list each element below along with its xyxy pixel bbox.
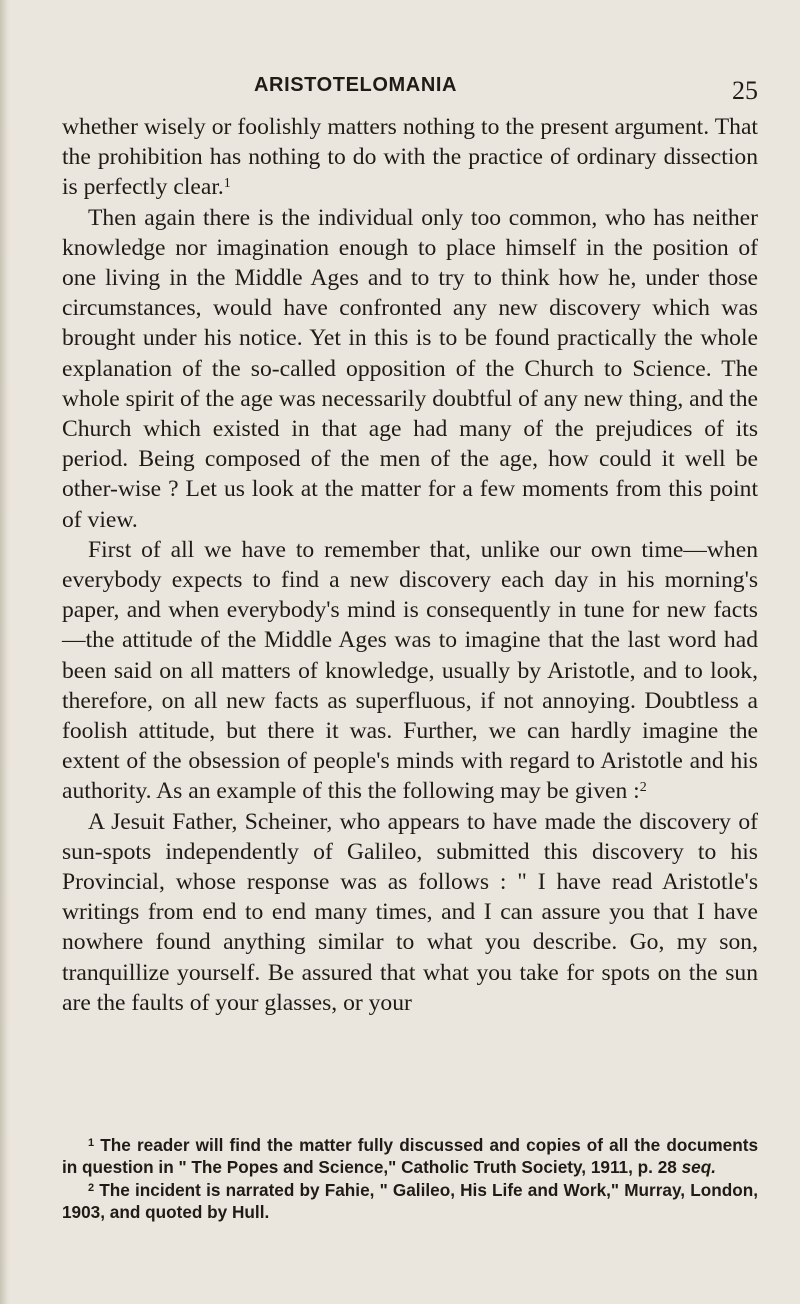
footnote: $^1$ The reader will find the matter fully discussed and copies of all the documents in question in " The Popes and Science," Catholic Truth Society, 1911, p. 28 seq. [62, 1135, 759, 1178]
paragraph: Then again there is the individual only too common, who has neither knowledge nor imagination enough to place himself in the position of one living in the Middle Ages and to try to think how he, under those circumstances, would have confronted any new discovery which was brought under his notice. Yet in this is to be found practically the whole explanation of the so-called opposition of the Church to Science. The whole spirit of the age was necessarily doubtful of any new thing, and the Church which existed in that age had many of the prejudices of its period. Being composed of the men of the age, how could it well be other-wise ? Let us look at the matter for a few moments from this point of view. [62, 204, 758, 533]
footnote-ref: 2 [639, 780, 647, 796]
footnote-mark: 1 [88, 1137, 95, 1149]
body-text [62, 112, 758, 1018]
paragraph: First of all we have to remember that, unlike our own time—when everybody expects to find a new discovery each day in his morning's paper, and when everybody's mind is consequently in tune for new facts—the attitude of the Middle Ages was to imagine that the last word had been said on all matters of knowledge, usually by Aristotle, and to look, therefore, on all new facts as superfluous, if not annoying. Doubtless a foolish attitude, but there it was. Further, we can hardly imagine the extent of the obsession of people's minds with regard to Aristotle and his authority. As an example of this the following may be given :$^2$ [62, 536, 758, 805]
running-title: ARISTOTELOMANIA [254, 74, 458, 96]
paragraph: A Jesuit Father, Scheiner, who appears to have made the discovery of sun-spots independently of Galileo, submitted this discovery to his Provincial, whose response was as follows : " I have read Aristotle's writings from end to end many times, and I can assure you that I have nowhere found anything similar to what you describe. Go, my son, tranquillize yourself. Be assured that what you take for spots on the sun are the faults of your glasses, or your [62, 808, 758, 1016]
page-binding-edge [0, 0, 10, 1304]
footnote-ref: 1 [223, 176, 231, 192]
page-number: 25 [732, 76, 758, 105]
paragraph: whether wisely or foolishly matters nothing to the present argument. That the prohibition has nothing to do with the practice of ordinary dissection is perfectly clear.$^1$ [62, 114, 758, 201]
footnote-mark: 2 [88, 1181, 95, 1194]
running-head [62, 74, 758, 104]
footnotes [62, 1134, 758, 1224]
footnote: $^2$ The incident is narrated by Fahie, " Galileo, His Life and Work," Murray, London, 1903, and quoted by Hull. [62, 1179, 758, 1223]
